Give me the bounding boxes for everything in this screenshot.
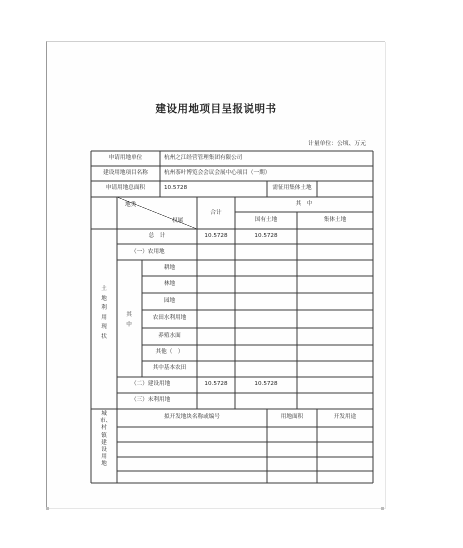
row-total-sum: 10.5728 — [204, 233, 228, 239]
project-label: 建设用地项目名称 — [103, 170, 148, 176]
collective-label: 需征用集体土地 — [272, 185, 312, 191]
row-forest-label: 林地 — [163, 281, 176, 287]
of-which-label: 其中 — [126, 312, 132, 328]
project-value: 杭州茶叶博览会会议会展中心项目（一期） — [164, 170, 271, 176]
col-plot-name: 拟开发地块名称或编号 — [164, 414, 220, 420]
area-label: 申请用地总面积 — [105, 185, 146, 191]
row-arable-label: 耕地 — [163, 265, 176, 271]
diag-label-bottom: 权属 — [172, 218, 184, 224]
row-basic-farmland-label: 其中基本农田 — [152, 365, 187, 371]
col-plot-use: 开发用途 — [333, 414, 357, 420]
row-total-state: 10.5728 — [254, 233, 278, 239]
col-total: 合计 — [210, 210, 222, 216]
col-collective-land: 集体土地 — [323, 217, 347, 223]
row-total-label: 总 计 — [148, 233, 166, 239]
row-unused-label: （三）未利用地 — [131, 397, 171, 403]
row-other-label: 其他（ ） — [155, 349, 184, 355]
diag-label-top: 地类 — [125, 202, 137, 208]
applicant-label: 申请用地单位 — [108, 155, 143, 161]
row-construction-label: （二）建设用地 — [131, 381, 171, 387]
row-agri-label: （一）农用地 — [131, 249, 165, 255]
row-irrigation-label: 农田水利用地 — [152, 315, 187, 321]
document-page — [46, 41, 385, 508]
col-state-land: 国有土地 — [254, 217, 278, 223]
col-plot-area: 用地面积 — [280, 414, 304, 420]
area-value: 10.5728 — [164, 185, 188, 191]
scan-corner-mark — [46, 507, 49, 510]
side-label-urban: 城市、村镇建设用地 — [100, 411, 112, 468]
row-garden-label: 园地 — [163, 298, 176, 304]
scan-corner-mark — [381, 507, 384, 510]
document-title: 建设用地项目呈报说明书 — [155, 103, 277, 115]
row-construction-sum: 10.5728 — [204, 381, 228, 387]
table-grid — [47, 42, 385, 508]
applicant-value: 杭州之江经营管理集团有限公司 — [164, 155, 243, 161]
side-label-land-use: 土地利用现状 — [101, 286, 107, 340]
row-aquaculture-label: 养殖水面 — [158, 333, 181, 339]
col-of-which: 其 中 — [295, 201, 313, 207]
row-construction-state: 10.5728 — [254, 381, 278, 387]
unit-note: 计量单位：公顷、万元 — [308, 141, 366, 147]
